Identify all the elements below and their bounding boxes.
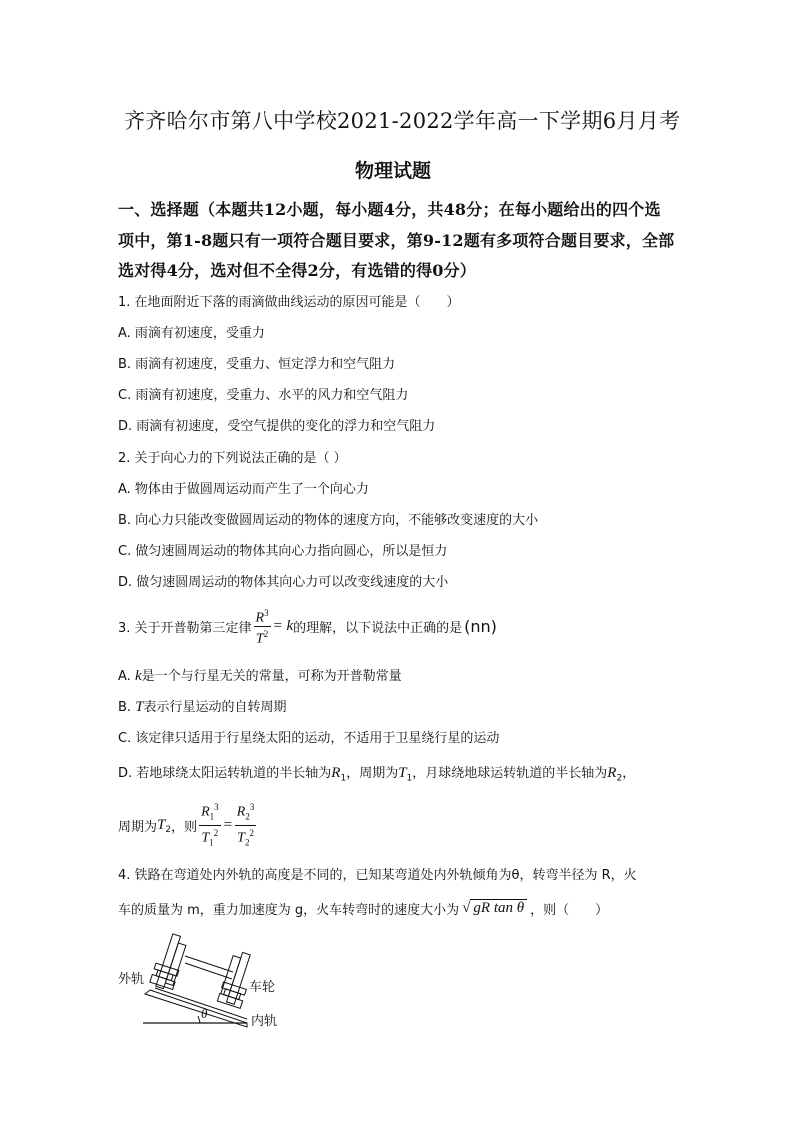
q3-answer-paren: (nn) [464, 616, 497, 636]
railway-diagram [115, 930, 315, 1030]
q2-option-c: C. 做匀速圆周运动的物体其向心力指向圆心，所以是恒力 [118, 544, 448, 559]
q3-option-c: C. 该定律只适用于行星绕太阳的运动，不适用于卫星绕行星的运动 [118, 731, 500, 746]
section-heading-line-1: 一、选择题（本题共12小题，每小题4分，共48分；在每小题给出的四个选 [118, 200, 661, 219]
q3-option-d-line-2: 周期为 T $_2$ ，则 $\frac{R_1^3}{T_1^2}$ = $\frac{R_2^3}{T_2^2}$ [118, 805, 258, 845]
q3-stem-suffix: 的理解，以下说法中正确的是 [293, 620, 463, 636]
kepler-formula: $\frac{R^3}{T^2}$ [255, 607, 269, 647]
q3-ratio-left: $\frac{R_1^3}{T_1^2}$ [201, 802, 219, 847]
railway-diagram-svg [115, 930, 315, 1030]
q2-option-a: A. 物体由于做圆周运动而产生了一个向心力 [118, 482, 369, 497]
label-wheel: 车轮 [249, 980, 276, 995]
q3-stem [118, 606, 497, 646]
q3-option-b-symbol: T [135, 699, 144, 715]
q3-option-b: B. T表示行星运动的自转周期 [118, 699, 287, 715]
label-outer-rail: 外轨 [118, 972, 145, 987]
q3-ratio-right: $\frac{R_2^3}{T_2^2}$ [236, 802, 255, 847]
q4-stem-line-1: 4. 铁路在弯道处内外轨的高度是不同的，已知某弯道处内外轨倾角为θ，转弯半径为 R，火 [118, 868, 637, 883]
section-heading-line-2: 项中，第1-8题只有一项符合题目要求，第9-12题有多项符合题目要求，全部 [118, 231, 675, 250]
kepler-formula-denominator: T [255, 631, 264, 647]
section-heading-line-3: 选对得4分，选对但不全得2分，有选错的得0分） [118, 261, 476, 280]
kepler-formula-numerator: R [255, 610, 265, 626]
q2-option-b: B. 向心力只能改变做圆周运动的物体的速度方向，不能够改变速度的大小 [118, 513, 539, 528]
kepler-formula-rhs: = k [272, 617, 294, 634]
q1-option-d: D. 雨滴有初速度，受空气提供的变化的浮力和空气阻力 [118, 419, 436, 434]
q2-stem: 2. 关于向心力的下列说法正确的是（ ） [118, 451, 347, 466]
q1-stem: 1. 在地面附近下落的雨滴做曲线运动的原因可能是（ ） [118, 295, 460, 310]
q3-option-a: A. k是一个与行星无关的常量，可称为开普勒常量 [118, 668, 402, 684]
label-theta: θ [201, 1006, 208, 1021]
q3-option-a-symbol: k [134, 668, 142, 684]
exam-subtitle: 物理试题 [355, 160, 432, 182]
label-inner-rail: 内轨 [251, 1014, 278, 1029]
exam-title: 齐齐哈尔市第八中学校2021-2022学年高一下学期6月月考 [124, 109, 681, 133]
q2-option-d: D. 做匀速圆周运动的物体其向心力可以改变线速度的大小 [118, 575, 449, 590]
q1-option-c: C. 雨滴有初速度，受重力、水平的风力和空气阻力 [118, 388, 409, 403]
q1-option-b: B. 雨滴有初速度，受重力、恒定浮力和空气阻力 [118, 357, 396, 372]
q3-stem-prefix: 3. 关于开普勒第三定律 [118, 620, 252, 636]
q4-stem-line-2: 车的质量为 m，重力加速度为 g，火车转弯时的速度大小为 √ gR tan θ ，则（ ） [118, 900, 609, 918]
q4-speed-formula: √ gR tan θ [462, 900, 527, 917]
q3-option-d-line-1: D. 若地球绕太阳运转轨道的半长轴为$R_1$，周期为$T_1$，月球绕地球运转轨道的半长轴为$R_2$， [118, 765, 636, 784]
q1-option-a: A. 雨滴有初速度，受重力 [118, 326, 265, 341]
